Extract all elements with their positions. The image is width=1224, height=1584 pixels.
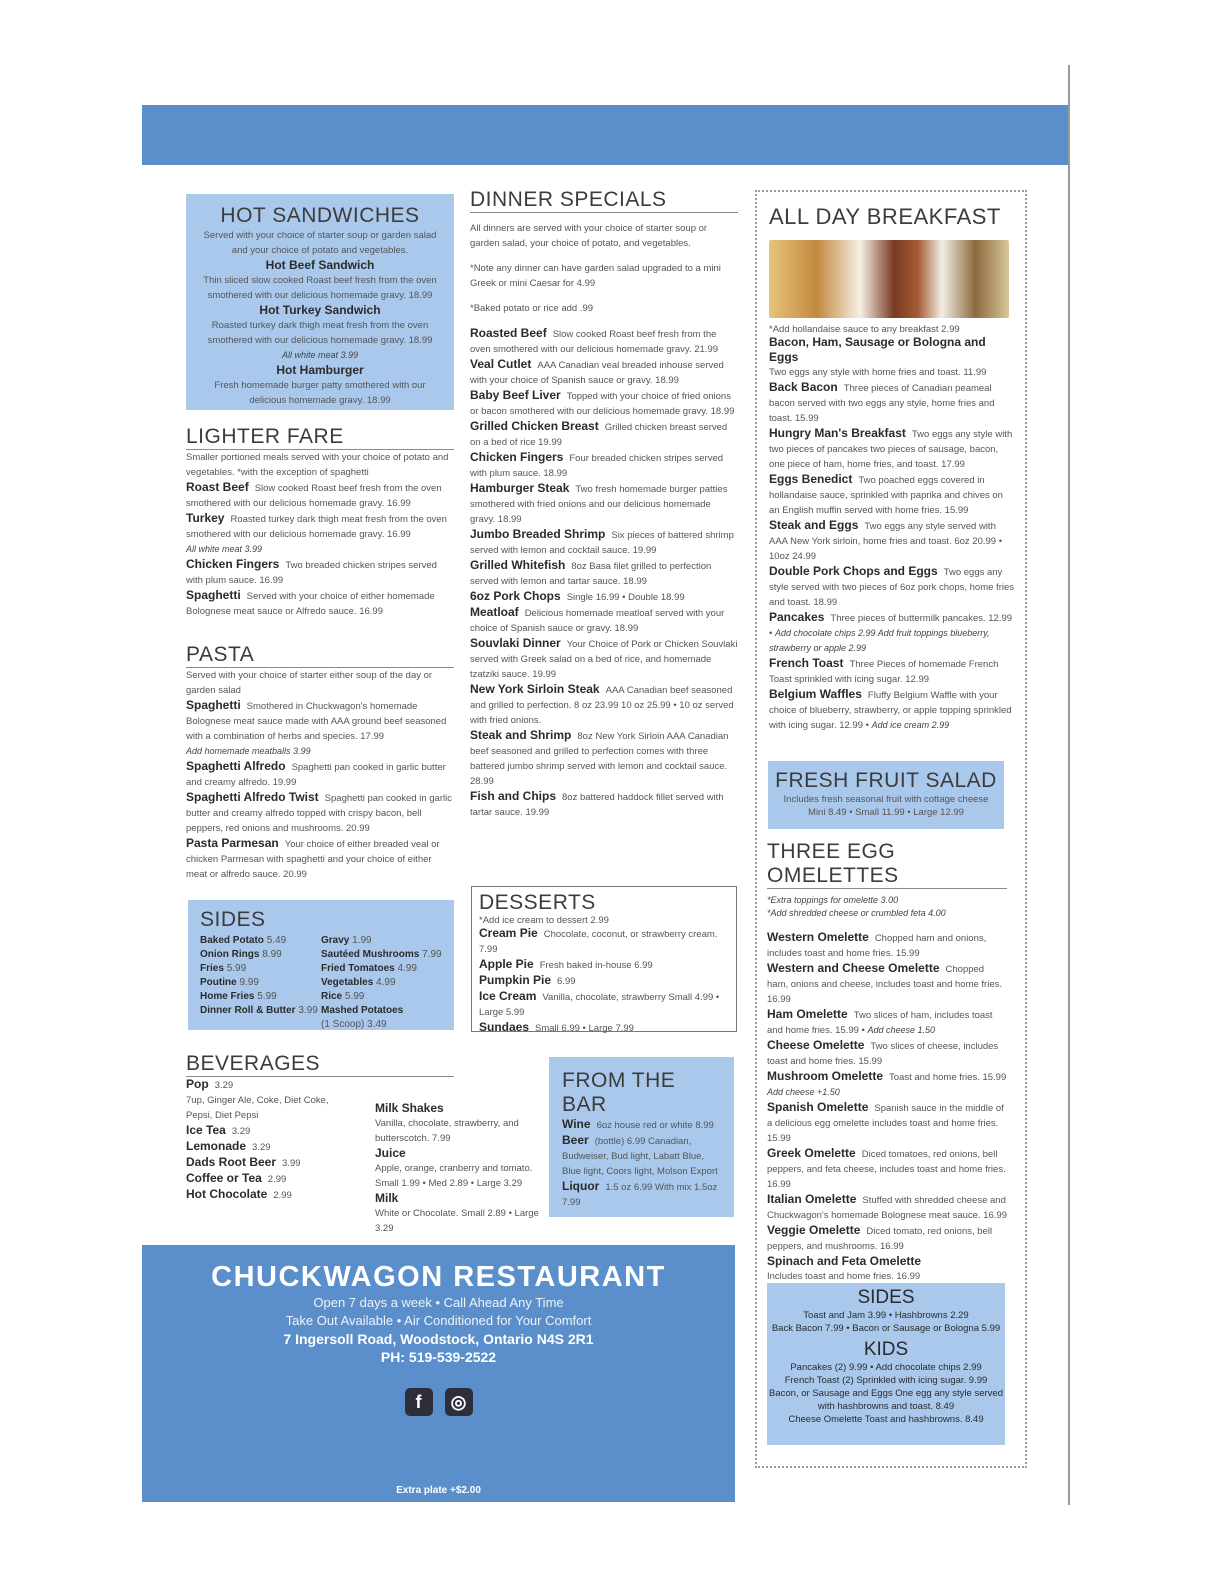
breakfast-photo	[769, 240, 1009, 318]
section-title: LIGHTER FARE	[186, 425, 454, 450]
menu-item: Liquor 1.5 oz 6.99 With mix 1.5oz 7.99	[562, 1179, 718, 1208]
menu-item: Eggs Benedict Two poached eggs covered in hollandaise sauce, sprinkled with paprika and chives on an English muffin served with home fries. 15.99	[769, 472, 1003, 516]
menu-item: Spanish Omelette Spanish sauce in the middle of a delicious egg omelette includes toast and home fries. 15.99	[767, 1100, 1004, 1144]
item-note: Add homemade meatballs 3.99	[186, 746, 311, 756]
restaurant-name: CHUCKWAGON RESTAURANT	[211, 1261, 666, 1293]
menu-item: Jumbo Breaded Shrimp Six pieces of battered shrimp served with lemon and cocktail sauce. 19.99	[470, 527, 734, 556]
section-title: FRESH FRUIT SALAD	[775, 769, 997, 792]
section-intro: All dinners are served with your choice of starter soup or garden salad, your choice of potato, and vegetables.	[470, 223, 708, 249]
menu-item: Ice Tea 3.29	[186, 1123, 251, 1137]
item-name: Roast Beef	[186, 480, 249, 494]
item-desc: Roasted turkey dark thigh meat fresh from the oven smothered with our delicious homemade gravy. 16.99	[186, 514, 447, 540]
side-item: Dinner Roll & Butter 3.99	[200, 1005, 318, 1016]
side-item: Rice 5.99	[321, 991, 365, 1002]
item-name: Turkey	[186, 511, 225, 525]
menu-item	[186, 588, 454, 619]
menu-item: Bacon, Ham, Sausage or Bologna and Eggs Two eggs any style with home fries and toast. 11.99	[769, 335, 987, 378]
footer-services: Take Out Available • Air Conditioned for Your Comfort	[285, 1313, 592, 1328]
beverages-column-2	[375, 1077, 546, 1236]
kids-line: Cheese Omelette Toast and hashbrowns. 8.49	[788, 1414, 984, 1425]
item-desc: Fresh homemade burger patty smothered with our delicious homemade gravy. 18.99	[214, 380, 426, 406]
section-note: *Add hollandaise sauce to any breakfast 2.99	[769, 324, 960, 335]
menu-item: Coffee or Tea 2.99	[186, 1171, 287, 1185]
pasta-section	[186, 643, 454, 882]
item-desc: Slow cooked Roast beef fresh from the oven smothered with our delicious homemade gravy. 16.99	[186, 483, 442, 509]
fresh-fruit-salad-section	[768, 761, 1004, 829]
side-item: Poutine 9.99	[200, 977, 259, 988]
menu-item: Dads Root Beer 3.99	[186, 1155, 301, 1169]
menu-item: Back Bacon Three pieces of Canadian peameal bacon served with two eggs any style, home fries and toast. 15.99	[769, 380, 995, 424]
item-desc: Thin sliced slow cooked Roast beef fresh from the oven smothered with our delicious homemade gravy. 18.99	[203, 275, 437, 301]
section-title: DESSERTS	[479, 891, 596, 914]
item-name: Hot Turkey Sandwich	[259, 303, 381, 317]
section-title: DINNER SPECIALS	[470, 188, 738, 213]
menu-item: Hamburger Steak Two fresh homemade burger patties smothered with fried onions and our delicious homemade gravy. 18.99	[470, 481, 728, 525]
item-desc: Your choice of either breaded veal or chicken Parmesan with spaghetti and your choice of either meat or alfredo sauce. 20.99	[186, 839, 440, 880]
from-the-bar-section	[549, 1057, 734, 1217]
section-title: THREE EGG OMELETTES	[767, 840, 1007, 889]
side-item: Fries 5.99	[200, 963, 247, 974]
menu-item: Wine 6oz house red or white 8.99	[562, 1117, 714, 1131]
item-desc: Two breaded chicken stripes served with plum sauce. 16.99	[186, 560, 437, 586]
kids-line: French Toast (2) Sprinkled with icing sugar. 9.99	[784, 1375, 988, 1386]
item-desc: Spaghetti pan cooked in garlic butter and creamy alfredo topped with crispy bacon, bell peppers, red onions and mushrooms. 20.99	[186, 793, 452, 834]
menu-item: Greek Omelette Diced tomatoes, red onions, bell peppers, and feta cheese, includes toast and home fries. 16.99	[767, 1146, 1006, 1190]
top-banner	[142, 105, 1070, 165]
section-note: *Note any dinner can have garden salad upgraded to a mini Greek or mini Caesar for 4.99	[470, 263, 721, 289]
item-name: Spaghetti Alfredo Twist	[186, 790, 319, 804]
menu-item: Apple Pie Fresh baked in-house 6.99	[479, 957, 653, 971]
menu-item: French Toast Three Pieces of homemade French Toast sprinkled with icing sugar. 12.99	[769, 656, 999, 685]
beverages-section	[186, 1052, 546, 1236]
menu-item: Cream Pie Chocolate, coconut, or strawberry cream. 7.99	[479, 926, 718, 955]
menu-item: Western Omelette Chopped ham and onions, includes toast and home fries. 15.99	[767, 930, 987, 959]
menu-item	[186, 258, 454, 303]
footer-address: 7 Ingersoll Road, Woodstock, Ontario N4S 2R1	[283, 1331, 594, 1347]
menu-item	[186, 511, 454, 557]
section-note: *Extra toppings for omelette 3.00	[767, 895, 899, 905]
item-name: Spaghetti Alfredo	[186, 759, 286, 773]
sides-section	[188, 900, 454, 1030]
menu-item: Beer (bottle) 6.99 Canadian, Budweiser, Bud light, Labatt Blue, Blue light, Coors light, Molson Export	[562, 1133, 718, 1177]
menu-item: Juice Apple, orange, cranberry and tomato. Small 1.99 • Med 2.89 • Large 3.29	[375, 1146, 533, 1189]
menu-item: Spinach and Feta Omelette Includes toast and home fries. 16.99	[767, 1254, 922, 1282]
side-line: Toast and Jam 3.99 • Hashbrowns 2.29	[803, 1310, 969, 1321]
menu-item: Belgium Waffles Fluffy Belgium Waffle with your choice of blueberry, strawberry, or apple topping sprinkled with icing sugar. 12.99 • Add ice cream 2.99	[769, 687, 1012, 731]
page-edge	[1068, 65, 1070, 1505]
menu-item	[186, 836, 454, 882]
menu-item: Italian Omelette Stuffed with shredded cheese and Chuckwagon's homemade Bolognese meat sauce. 16.99	[767, 1192, 1007, 1221]
sides-kids-section	[767, 1283, 1005, 1445]
kids-line: Pancakes (2) 9.99 • Add chocolate chips 2.99	[790, 1362, 982, 1373]
menu-item: Western and Cheese Omelette Chopped ham, onions and cheese, includes toast and home fries. 16.99	[767, 961, 1003, 1005]
desserts-section	[471, 886, 737, 1032]
menu-item: Mushroom Omelette Toast and home fries. 15.99 Add cheese +1.50	[767, 1069, 1007, 1097]
menu-item: Sundaes Small 6.99 • Large 7.99	[479, 1020, 634, 1034]
item-name: Pasta Parmesan	[186, 836, 279, 850]
menu-item	[186, 557, 454, 588]
restaurant-footer	[142, 1245, 735, 1502]
item-desc: Served with your choice of either homemade Bolognese meat sauce or Alfredo sauce. 16.99	[186, 591, 435, 617]
kids-line: Bacon, or Sausage and Eggs One egg any style served with hashbrowns and toast. 8.49	[769, 1388, 1003, 1412]
menu-item	[186, 759, 454, 790]
menu-item: Roasted Beef Slow cooked Roast beef fresh from the oven smothered with our delicious homemade gravy. 21.99	[470, 326, 719, 355]
menu-item: Veal Cutlet AAA Canadian veal breaded inhouse served with your choice of Spanish sauce or gravy. 18.99	[470, 357, 724, 386]
menu-item: Steak and Eggs Two eggs any style served with AAA New York sirloin, home fries and toast. 6oz 20.99 • 10oz 24.99	[769, 518, 1003, 562]
menu-item: Double Pork Chops and Eggs Two eggs any style served with two pieces of 6oz pork chops, home fries and toast. 18.99	[769, 564, 1015, 608]
beverages-column-1	[186, 1077, 357, 1236]
fruit-sizes: Mini 8.49 • Small 11.99 • Large 12.99	[808, 807, 964, 818]
section-intro: Served with your choice of starter soup or garden salad and your choice of potato and vegetables.	[203, 230, 437, 256]
menu-item	[186, 303, 454, 363]
section-title: HOT SANDWICHES	[220, 204, 420, 227]
fruit-desc: Includes fresh seasonal fruit with cottage cheese	[783, 794, 989, 805]
menu-item: Meatloaf Delicious homemade meatloaf served with your choice of Spanish sauce or gravy. 18.99	[470, 605, 725, 634]
menu-item: Souvlaki Dinner Your Choice of Pork or Chicken Souvlaki served with Greek salad on a bed of rice, and homemade tzatziki sauce. 19.99	[470, 636, 738, 680]
extra-plate-note: Extra plate +$2.00	[396, 1485, 481, 1496]
section-note: *Add shredded cheese or crumbled feta 4.00	[767, 908, 946, 918]
menu-item: Pop 3.29	[186, 1077, 234, 1091]
menu-item: Fish and Chips 8oz battered haddock fillet served with tartar sauce. 19.99	[470, 789, 724, 818]
menu-item: Chicken Fingers Four breaded chicken stripes served with plum sauce. 18.99	[470, 450, 724, 479]
instagram-icon[interactable]: ◎	[445, 1388, 473, 1416]
section-title: BEVERAGES	[186, 1052, 454, 1077]
side-line: Back Bacon 7.99 • Bacon or Sausage or Bologna 5.99	[771, 1323, 1001, 1334]
menu-item: Pancakes Three pieces of buttermilk pancakes. 12.99 • Add chocolate chips 2.99 Add fruit toppings blueberry, strawberry or apple 2.99	[769, 610, 1013, 653]
item-name: Spaghetti	[186, 588, 241, 602]
item-name: Hot Hamburger	[276, 363, 364, 377]
sides-column-2	[321, 934, 442, 1032]
menu-item: Ham Omelette Two slices of ham, includes toast and home fries. 15.99 • Add cheese 1.50	[767, 1007, 993, 1036]
menu-item: New York Sirloin Steak AAA Canadian beef seasoned and grilled to perfection. 8 oz 23.99 10 oz 25.99 • 10 oz served with fried onions.	[470, 682, 734, 726]
section-intro: Served with your choice of starter either soup of the day or garden salad	[186, 670, 433, 696]
lighter-fare-section	[186, 425, 454, 619]
footer-phone: PH: 519-539-2522	[380, 1349, 497, 1365]
section-note: *Baked potato or rice add .99	[470, 303, 594, 314]
side-item: Fried Tomatoes 4.99	[321, 963, 417, 974]
section-title: ALL DAY BREAKFAST	[769, 204, 1001, 229]
menu-item: Hungry Man's Breakfast Two eggs any style with two pieces of pancakes two pieces of sausage, bacon, one piece of ham, home fries, and toast. 17.99	[769, 426, 1013, 470]
menu-item: 6oz Pork Chops Single 16.99 • Double 18.99	[470, 589, 685, 603]
item-name: Chicken Fingers	[186, 557, 280, 571]
sides-column-1	[200, 934, 321, 1032]
kids-title: KIDS	[863, 1339, 909, 1360]
side-item: Home Fries 5.99	[200, 991, 277, 1002]
item-note: All white meat 3.99	[281, 350, 359, 360]
menu-item: Milk White or Chocolate. Small 2.89 • Large 3.29	[375, 1191, 539, 1234]
item-desc: Smothered in Chuckwagon's homemade Bolognese meat sauce made with AAA ground beef seasoned with a combination of herbs and species. 17.99	[186, 701, 447, 742]
section-intro: Smaller portioned meals served with your choice of potato and vegetables. *with the exception of spaghetti	[186, 452, 449, 478]
menu-item	[186, 363, 454, 408]
menu-item: Pumpkin Pie 6.99	[479, 973, 576, 987]
menu-item	[186, 698, 454, 759]
item-name: Spaghetti	[186, 698, 241, 712]
section-title: SIDES	[200, 908, 266, 931]
item-desc: Roasted turkey dark thigh meat fresh from the oven smothered with our delicious homemade gravy. 18.99	[207, 320, 433, 346]
menu-item: 7up, Ginger Ale, Coke, Diet Coke, Pepsi, Diet Pepsi	[186, 1095, 329, 1121]
menu-item: Ice Cream Vanilla, chocolate, strawberry Small 4.99 • Large 5.99	[479, 989, 720, 1018]
section-title: PASTA	[186, 643, 454, 668]
item-name: Hot Beef Sandwich	[265, 258, 375, 272]
section-title: SIDES	[857, 1287, 915, 1308]
item-desc: Spaghetti pan cooked in garlic butter and creamy alfredo. 19.99	[186, 762, 446, 788]
menu-item: Hot Chocolate 2.99	[186, 1187, 292, 1201]
side-item: Onion Rings 8.99	[200, 949, 282, 960]
three-egg-omelettes-section	[767, 840, 1007, 1284]
menu-item: Grilled Chicken Breast Grilled chicken breast served on a bed of rice 19.99	[470, 419, 728, 448]
side-item: Sautéed Mushrooms 7.99	[321, 949, 442, 960]
menu-item: Milk Shakes Vanilla, chocolate, strawberry, and butterscotch. 7.99	[375, 1101, 519, 1144]
footer-hours: Open 7 days a week • Call Ahead Any Time	[313, 1295, 564, 1310]
side-item: Baked Potato 5.49	[200, 935, 287, 946]
menu-item	[186, 790, 454, 836]
menu-item: Lemonade 3.29	[186, 1139, 271, 1153]
menu-item	[186, 480, 454, 511]
menu-item: Steak and Shrimp 8oz New York Sirloin AAA Canadian beef seasoned and grilled to perfection comes with three battered jumbo shrimp served with lemon and cocktail sauce. 28.99	[470, 728, 729, 787]
side-item: Gravy 1.99	[321, 935, 372, 946]
section-note: *Add ice cream to dessert 2.99	[479, 915, 609, 926]
hot-sandwiches-section	[186, 194, 454, 410]
all-day-breakfast-section	[769, 204, 1015, 733]
side-item: Vegetables 4.99	[321, 977, 396, 988]
menu-item: Grilled Whitefish 8oz Basa filet grilled to perfection served with lemon and tartar sauce. 18.99	[470, 558, 712, 587]
item-note: All white meat 3.99	[186, 544, 263, 554]
facebook-icon[interactable]: f	[405, 1388, 433, 1416]
menu-item: Veggie Omelette Diced tomato, red onions, bell peppers, and mushrooms. 16.99	[767, 1223, 993, 1252]
dinner-specials-section	[470, 188, 738, 820]
side-item: Mashed Potatoes (1 Scoop) 3.49	[321, 1005, 404, 1030]
menu-item: Baby Beef Liver Topped with your choice of fried onions or bacon smothered with our delicious homemade gravy. 18.99	[470, 388, 735, 417]
menu-item: Cheese Omelette Two slices of cheese, includes toast and home fries. 15.99	[767, 1038, 999, 1067]
section-title: FROM THE BAR	[562, 1069, 676, 1116]
